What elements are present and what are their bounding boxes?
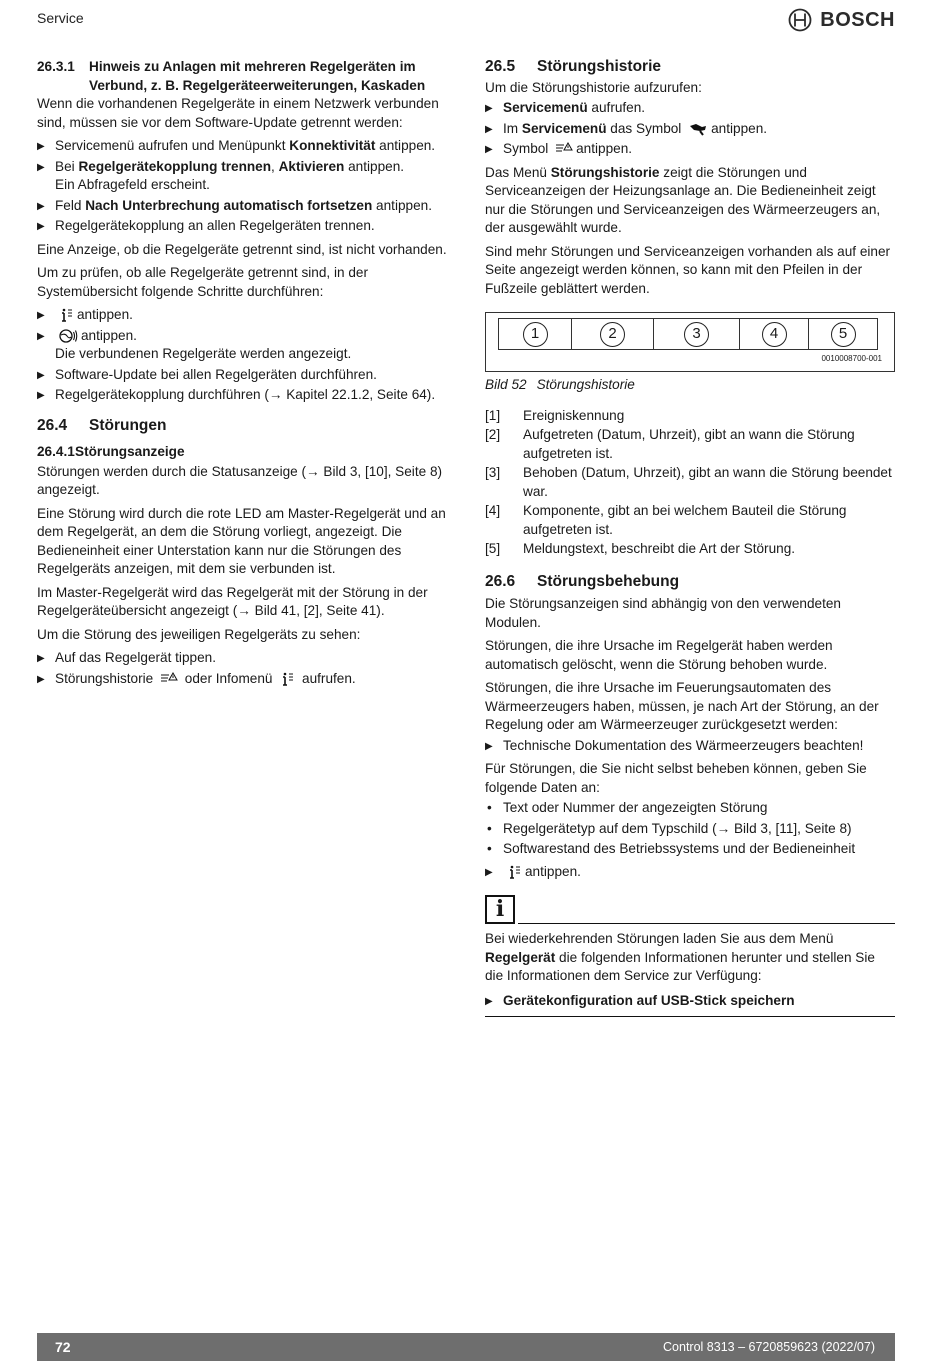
- step-item: ▶ Störungshistorie oder Infomenü aufrufen.: [37, 670, 449, 689]
- step-item: ▶ Regelgerätekopplung an allen Regelgeräten trennen.: [37, 217, 449, 236]
- step-item: ▶ Software-Update bei allen Regelgeräten durchführen.: [37, 366, 449, 385]
- service-wrench-icon: [688, 122, 708, 136]
- step-item: ▶ Regelgerätekopplung durchführen (→ Kapitel 22.1.2, Seite 64).: [37, 386, 449, 405]
- legend-row: [4] Komponente, gibt an bei welchem Bauteil die Störung aufgetreten ist.: [485, 503, 847, 537]
- step-list: [485, 737, 895, 756]
- legend-row: [3] Behoben (Datum, Uhrzeit), gibt an wann die Störung beendet war.: [485, 465, 892, 499]
- info-icon: i: [485, 895, 515, 924]
- info-menu-icon: [279, 671, 295, 687]
- figure-cell: 2: [572, 319, 654, 349]
- figure-caption: Bild 52 Störungshistorie: [485, 377, 635, 392]
- note-paragraph: Bei wiederkehrenden Störungen laden Sie aus dem Menü Regelgerät die folgenden Informationen herunter und stellen Sie die Informationen dem Service zur Verfügung:: [485, 931, 875, 983]
- figure-cell: 3: [654, 319, 740, 349]
- legend-row: [5] Meldungstext, beschreibt die Art der Störung.: [485, 541, 796, 556]
- brand-name: BOSCH: [820, 8, 895, 31]
- bullet-list: [485, 799, 895, 859]
- step-item: ▶ Auf das Regelgerät tippen.: [37, 649, 449, 668]
- paragraph: Um zu prüfen, ob alle Regelgeräte getrennt sind, in der Systemübersicht folgende Schritte durchführen:: [37, 265, 368, 299]
- right-column: [485, 58, 895, 1022]
- section-heading-26-6: 26.6 Störungsbehebung: [485, 572, 680, 590]
- paragraph: Störungen, die ihre Ursache im Regelgerät haben werden automatisch gelöscht, wenn die Störung behoben wurde.: [485, 638, 833, 672]
- section-heading-26-3-1: 26.3.1 Hinweis zu Anlagen mit mehreren Regelgeräten im Verbund, z. B. Regelgeräteerweiterungen, Kaskaden: [37, 59, 426, 93]
- figure-id: 0010008700-001: [821, 353, 882, 363]
- bullet-item: • Softwarestand des Betriebssystems und der Bedieneinheit: [485, 840, 895, 859]
- step-item: ▶ Servicemenü aufrufen.: [485, 99, 895, 118]
- paragraph: Störungen, die ihre Ursache im Feuerungsautomaten des Wärmeerzeugers haben, müssen, je nach Art der Störung, an der Regelung oder am Wärmeerzeuger zurückgesetzt werden:: [485, 680, 879, 732]
- step-item: ▶ Symbol antippen.: [485, 140, 895, 159]
- note-divider: [518, 923, 895, 924]
- step-item: ▶ Technische Dokumentation des Wärmeerzeugers beachten!: [485, 737, 895, 756]
- bullet-item: • Regelgerätetyp auf dem Typschild (→ Bild 3, [11], Seite 8): [485, 820, 895, 839]
- paragraph: Die Störungsanzeigen sind abhängig von den verwendeten Modulen.: [485, 596, 841, 630]
- bosch-armature-icon: [788, 8, 812, 32]
- paragraph: Sind mehr Störungen und Serviceanzeigen vorhanden als auf einer Seite angezeigt werden können, so kann mit den Pfeilen in der Fußzeile geblättert werden.: [485, 243, 891, 296]
- bullet-item: • Text oder Nummer der angezeigten Störung: [485, 799, 895, 818]
- legend-row: [2] Aufgetreten (Datum, Uhrzeit), gibt an wann die Störung aufgetreten ist.: [485, 427, 855, 461]
- step-list: [485, 863, 895, 882]
- paragraph: Eine Anzeige, ob die Regelgeräte getrennt sind, ist nicht vorhanden.: [37, 241, 447, 257]
- note-step-list: [485, 992, 895, 1018]
- fault-history-icon: [160, 672, 178, 686]
- document-id: Control 8313 – 6720859623 (2022/07): [663, 1340, 875, 1354]
- step-item: ▶ antippen. Die verbundenen Regelgeräte werden angezeigt.: [37, 327, 449, 364]
- figure-cell: 4: [740, 319, 809, 349]
- left-column: [37, 58, 449, 693]
- paragraph: Störungen werden durch die Statusanzeige (→ Bild 3, [10], Seite 8) angezeigt.: [37, 463, 443, 497]
- figure-cell: 1: [499, 319, 572, 349]
- step-item: ▶ Servicemenü aufrufen und Menüpunkt Konnektivität antippen.: [37, 137, 449, 156]
- paragraph: Wenn die vorhandenen Regelgeräte in einem Netzwerk verbunden sind, müssen sie vor dem Software-Update getrennt werden:: [37, 96, 439, 130]
- step-item: ▶ Gerätekonfiguration auf USB-Stick speichern: [485, 992, 895, 1011]
- step-list: [37, 306, 449, 405]
- network-globe-icon: [58, 328, 78, 344]
- figure-legend: [485, 407, 895, 559]
- page-footer: [37, 1333, 895, 1361]
- paragraph: Um die Störung des jeweiligen Regelgeräts zu sehen:: [37, 626, 361, 642]
- paragraph: Um die Störungshistorie aufzurufen:: [485, 79, 702, 95]
- brand-logo: [788, 8, 895, 32]
- step-item: ▶ Feld Nach Unterbrechung automatisch fortsetzen antippen.: [37, 197, 449, 216]
- step-list: [37, 137, 449, 236]
- step-item: ▶ Bei Regelgerätekopplung trennen, Aktivieren antippen. Ein Abfragefeld erscheint.: [37, 158, 449, 195]
- paragraph: Das Menü Störungshistorie zeigt die Störungen und Serviceanzeigen der Heizungsanlage an. Die Bedieneinheit zeigt nur die Störungen und Serviceanzeigen des Wärmeerzeugers an, der ausgewählt wurde.: [485, 164, 881, 235]
- section-heading-26-4: 26.4 Störungen: [37, 416, 167, 434]
- step-item: ▶ Im Servicemenü das Symbol antippen.: [485, 120, 895, 139]
- legend-row: [1] Ereigniskennung: [485, 407, 625, 423]
- step-list: [37, 649, 449, 688]
- section-heading-26-4-1: 26.4.1 Störungsanzeige: [37, 444, 185, 459]
- info-note-header: [485, 895, 895, 924]
- section-heading-26-5: 26.5 Störungshistorie: [485, 58, 662, 75]
- fault-history-icon: [555, 142, 573, 156]
- step-item: ▶ antippen.: [37, 306, 449, 325]
- info-menu-icon: [58, 307, 74, 323]
- figure-table: [498, 318, 878, 350]
- figure-fault-history: [485, 312, 895, 372]
- step-list: [485, 99, 895, 159]
- figure-cell: 5: [809, 319, 877, 349]
- page-number: 72: [55, 1339, 71, 1355]
- paragraph: Für Störungen, die Sie nicht selbst beheben können, geben Sie folgende Daten an:: [485, 761, 867, 795]
- step-item: ▶ antippen.: [485, 863, 895, 882]
- paragraph: Eine Störung wird durch die rote LED am Master-Regelgerät und an dem Regelgerät, an dem die Störung vorliegt, angezeigt. Die Bedieneinheit einer Unterstation kann nur die Störungen des Regelgeräts anzeigen, mit dem sie verbunden ist.: [37, 505, 446, 576]
- info-menu-icon: [506, 864, 522, 880]
- paragraph: Im Master-Regelgerät wird das Regelgerät mit der Störung in der Regelgeräteübersicht angezeigt (→ Bild 41, [2], Seite 41).: [37, 584, 428, 618]
- running-header: Service: [37, 10, 84, 26]
